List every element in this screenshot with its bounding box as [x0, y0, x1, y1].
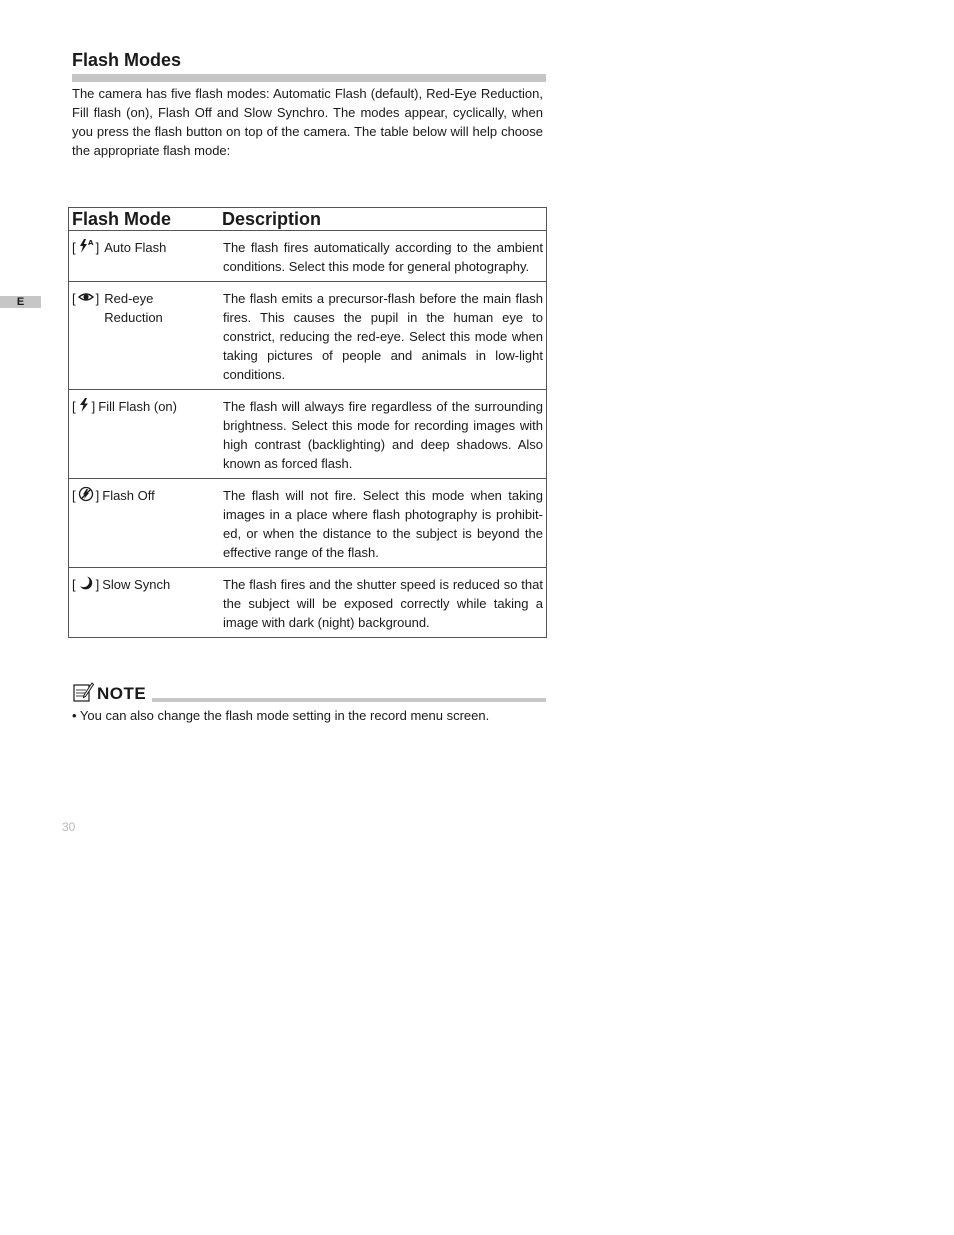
bracket-open: [: [72, 488, 76, 503]
mode-name: Auto Flash: [104, 240, 167, 255]
table-row-slow-synch: [69, 568, 547, 638]
description-cell: The flash fires automatically according to the ambient conditions. Select this mode for general photography.: [219, 231, 547, 282]
mode-name: Fill Flash (on): [98, 399, 177, 414]
language-side-tab: E: [0, 296, 41, 308]
mode-name: Slow Synch: [102, 577, 171, 592]
bracket-close: ]: [95, 240, 100, 255]
svg-text:A: A: [87, 239, 94, 247]
mode-name: Red-eye Reduction: [104, 291, 163, 325]
fill-flash-icon: [78, 397, 90, 413]
title-underline-bar: [72, 74, 546, 82]
table-row-fill-flash: [69, 390, 547, 479]
page-number: 30: [62, 820, 76, 834]
note-text: • You can also change the flash mode setting in the record menu screen.: [72, 708, 490, 723]
description-cell: The flash emits a precursor-flash before the main flash fires. This causes the pupil in the human eye to constrict, reducing the red-eye. Select this mode when taking pictures of people and animals in low-light conditions.: [219, 282, 547, 390]
mode-cell: [69, 479, 220, 568]
mode-cell: [69, 568, 220, 638]
description-cell: The flash will not fire. Select this mode when taking images in a place where flash photography is prohibit-ed, or when the distance to the subject is beyond the effective range of the flash.: [219, 479, 547, 568]
mode-name: Flash Off: [102, 488, 155, 503]
header-description: Description: [219, 208, 547, 231]
table-row-auto-flash: [69, 231, 547, 282]
bracket-open: [: [72, 577, 76, 592]
table-row-red-eye: [69, 282, 547, 390]
bracket-close: ]: [95, 488, 100, 503]
bracket-open: [: [72, 291, 76, 306]
table-header-row: [69, 208, 547, 231]
page-title: Flash Modes: [72, 50, 182, 70]
bracket-close: ]: [95, 577, 100, 592]
bracket-close: ]: [95, 291, 100, 306]
flash-modes-table: [68, 207, 547, 638]
mode-cell: [69, 231, 220, 282]
mode-cell: [69, 282, 220, 390]
red-eye-icon: [78, 289, 94, 305]
header-flash-mode: Flash Mode: [69, 208, 220, 231]
bracket-open: [: [72, 399, 76, 414]
intro-paragraph: The camera has five flash modes: Automatic Flash (default), Red-Eye Reduction, Fill flash (on), Flash Off and Slow Synchro. The modes appear, cyclically, when you press the flash button on top of the camera. The table below will help choose the appropriate flash mode:: [72, 86, 543, 158]
bracket-close: ]: [91, 399, 96, 414]
auto-flash-icon: [78, 238, 94, 254]
note-rule: [152, 698, 546, 702]
flash-off-icon: [78, 486, 94, 502]
slow-synch-icon: [78, 575, 94, 591]
description-cell: The flash will always fire regardless of the surrounding brightness. Select this mode for recording images with high contrast (backlighting) and deep shadows. Also known as forced flash.: [219, 390, 547, 479]
mode-cell: [69, 390, 220, 479]
note-label: NOTE: [97, 684, 147, 703]
table-row-flash-off: [69, 479, 547, 568]
description-cell: The flash fires and the shutter speed is reduced so that the subject will be exposed correctly while taking a image with dark (night) background.: [219, 568, 547, 638]
bracket-open: [: [72, 240, 76, 255]
note-header: [72, 681, 546, 703]
note-icon: [72, 681, 94, 703]
